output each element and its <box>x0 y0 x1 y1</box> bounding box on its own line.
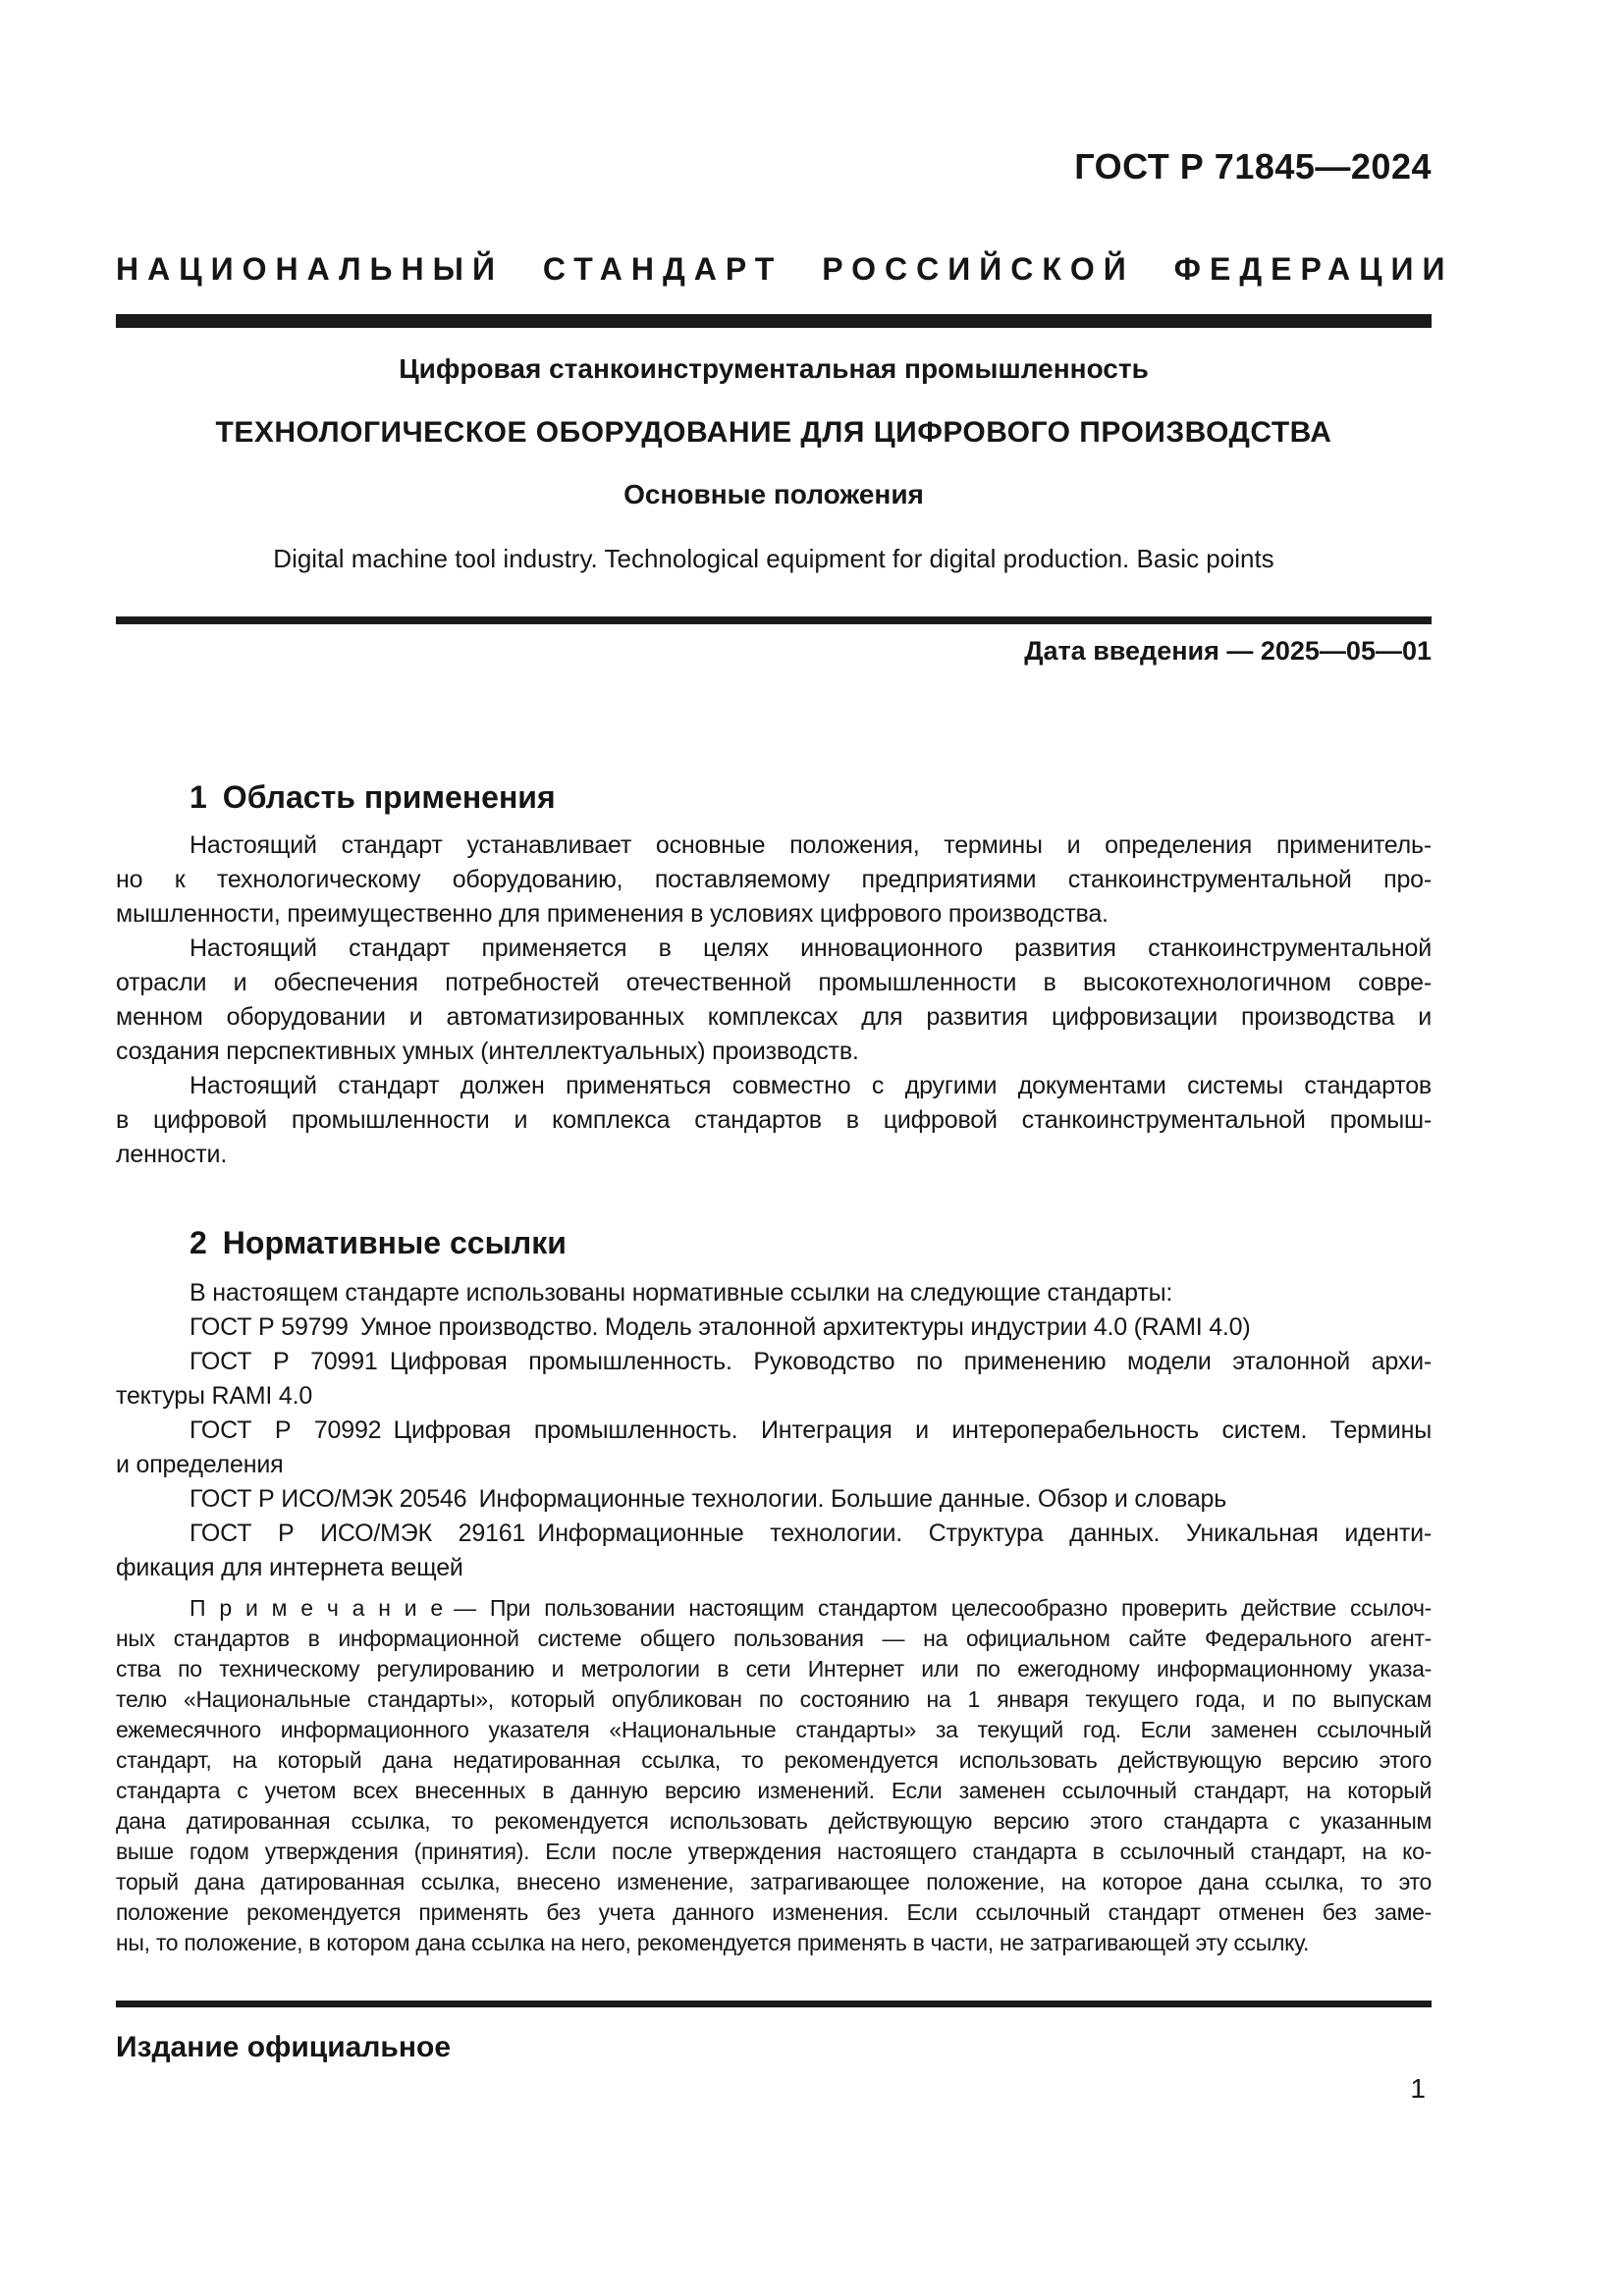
text-line: ГОСТ Р ИСО/МЭК 20546 Информационные технологии. Большие данные. Обзор и словарь <box>189 1485 1227 1513</box>
paragraph <box>116 828 1432 932</box>
page-content <box>116 0 1454 2104</box>
text-line: в цифровой промышленности и комплекса стандартов в цифровой станкоинструментальной промыш- <box>116 1106 1432 1134</box>
title-subject: Цифровая станкоинструментальная промышленность <box>399 353 1149 384</box>
rule-middle <box>116 616 1432 624</box>
reference-item <box>116 1517 1432 1585</box>
text-line: Настоящий стандарт должен применяться совместно с другими документами системы стандартов <box>189 1072 1432 1099</box>
text-line: ГОСТ Р ИСО/МЭК 29161 Информационные технологии. Структура данных. Уникальная иденти- <box>189 1520 1432 1547</box>
paragraph <box>116 1276 1432 1310</box>
text-line: дана датированная ссылка, то рекомендуется использовать действующую версию этого стандарта с указанным <box>116 1808 1432 1834</box>
text-line: ных стандартов в информационной системе общего пользования — на официальном сайте Федерального агент- <box>116 1626 1432 1651</box>
text-line: менном оборудовании и автоматизированных комплексах для развития цифровизации производства и <box>116 1003 1432 1031</box>
title-main: ТЕХНОЛОГИЧЕСКОЕ ОБОРУДОВАНИЕ ДЛЯ ЦИФРОВОГО ПРОИЗВОДСТВА <box>215 416 1332 449</box>
note <box>116 1593 1432 1958</box>
reference-item <box>116 1345 1432 1414</box>
text-line: Настоящий стандарт применяется в целях инновационного развития станкоинструментальной <box>189 934 1432 962</box>
text-line: положение рекомендуется применять без учета данного изменения. Если ссылочный стандарт отменен без заме- <box>116 1899 1432 1925</box>
title-subtitle: Основные положения <box>623 479 924 509</box>
text-line: ны, то положение, в котором дана ссылка на него, рекомендуется применять в части, не затрагивающей эту ссылку. <box>116 1930 1310 1955</box>
text-line: фикация для интернета вещей <box>116 1554 463 1581</box>
section-2-heading: 2 Нормативные ссылки <box>189 1225 567 1260</box>
text-line: ства по техническому регулированию и метрологии в сети Интернет или по ежегодному информационному указа- <box>116 1656 1432 1682</box>
text-line: ГОСТ Р 59799 Умное производство. Модель эталонной архитектуры индустрии 4.0 (RAMI 4.0) <box>189 1313 1251 1341</box>
text-line: ГОСТ Р 70991 Цифровая промышленность. Руководство по применению модели эталонной архи- <box>189 1348 1432 1375</box>
text-line: мышленности, преимущественно для применения в условиях цифрового производства. <box>116 900 1109 928</box>
text-line: стандарт, на который дана недатированная ссылка, то рекомендуется использовать действующую версию этого <box>116 1747 1432 1773</box>
text-line: торый дана датированная ссылка, внесено изменение, затрагивающее положение, на которое дана ссылка, то это <box>116 1869 1432 1895</box>
section-2-body <box>116 1276 1432 1585</box>
standard-type-header: НАЦИОНАЛЬНЫЙ СТАНДАРТ РОССИЙСКОЙ ФЕДЕРАЦИИ <box>116 251 1454 287</box>
text-line: ленности. <box>116 1141 228 1168</box>
text-line: ежемесячного информационного указателя «Национальные стандарты» за текущий год. Если заменен ссылочный <box>116 1717 1432 1742</box>
rule-top <box>116 314 1432 328</box>
doc-number: ГОСТ Р 71845—2024 <box>1074 146 1432 187</box>
paragraph <box>116 1069 1432 1172</box>
reference-item <box>116 1310 1432 1345</box>
text-line: отрасли и обеспечения потребностей отечественной промышленности в высокотехнологичном совре- <box>116 969 1432 996</box>
section-1-body <box>116 828 1432 1172</box>
paragraph <box>116 932 1432 1069</box>
rule-bottom <box>116 2001 1432 2007</box>
section-1-heading: 1 Область применения <box>189 779 556 815</box>
page-number: 1 <box>1410 2073 1426 2104</box>
text-line: но к технологическому оборудованию, поставляемому предприятиями станкоинструментальной про- <box>116 866 1432 893</box>
effective-date: Дата введения — 2025—05—01 <box>1024 636 1432 666</box>
text-line: Настоящий стандарт устанавливает основные положения, термины и определения применитель- <box>189 831 1432 859</box>
text-line: выше годом утверждения (принятия). Если после утверждения настоящего стандарта в ссылочный стандарт, на ко- <box>116 1839 1432 1864</box>
text-line: и определения <box>116 1451 284 1478</box>
text-line: телю «Национальные стандарты», который опубликован по состоянию на 1 января текущего года, и по выпускам <box>116 1686 1432 1712</box>
text-line: тектуры RAMI 4.0 <box>116 1382 313 1410</box>
text-line: В настоящем стандарте использованы нормативные ссылки на следующие стандарты: <box>189 1279 1173 1307</box>
edition-note: Издание официальное <box>116 2031 452 2063</box>
reference-item <box>116 1414 1432 1482</box>
text-line: П р и м е ч а н и е — При пользовании настоящим стандартом целесообразно проверить действие ссылоч- <box>189 1595 1432 1621</box>
reference-item <box>116 1482 1432 1517</box>
text-line: ГОСТ Р 70992 Цифровая промышленность. Интеграция и интероперабельность систем. Термины <box>189 1416 1432 1444</box>
text-line: создания перспективных умных (интеллектуальных) производств. <box>116 1038 859 1065</box>
title-english: Digital machine tool industry. Technological equipment for digital production. Basic points <box>273 544 1274 573</box>
text-line: стандарта с учетом всех внесенных в данную версию изменений. Если заменен ссылочный стандарт, на который <box>116 1778 1432 1803</box>
